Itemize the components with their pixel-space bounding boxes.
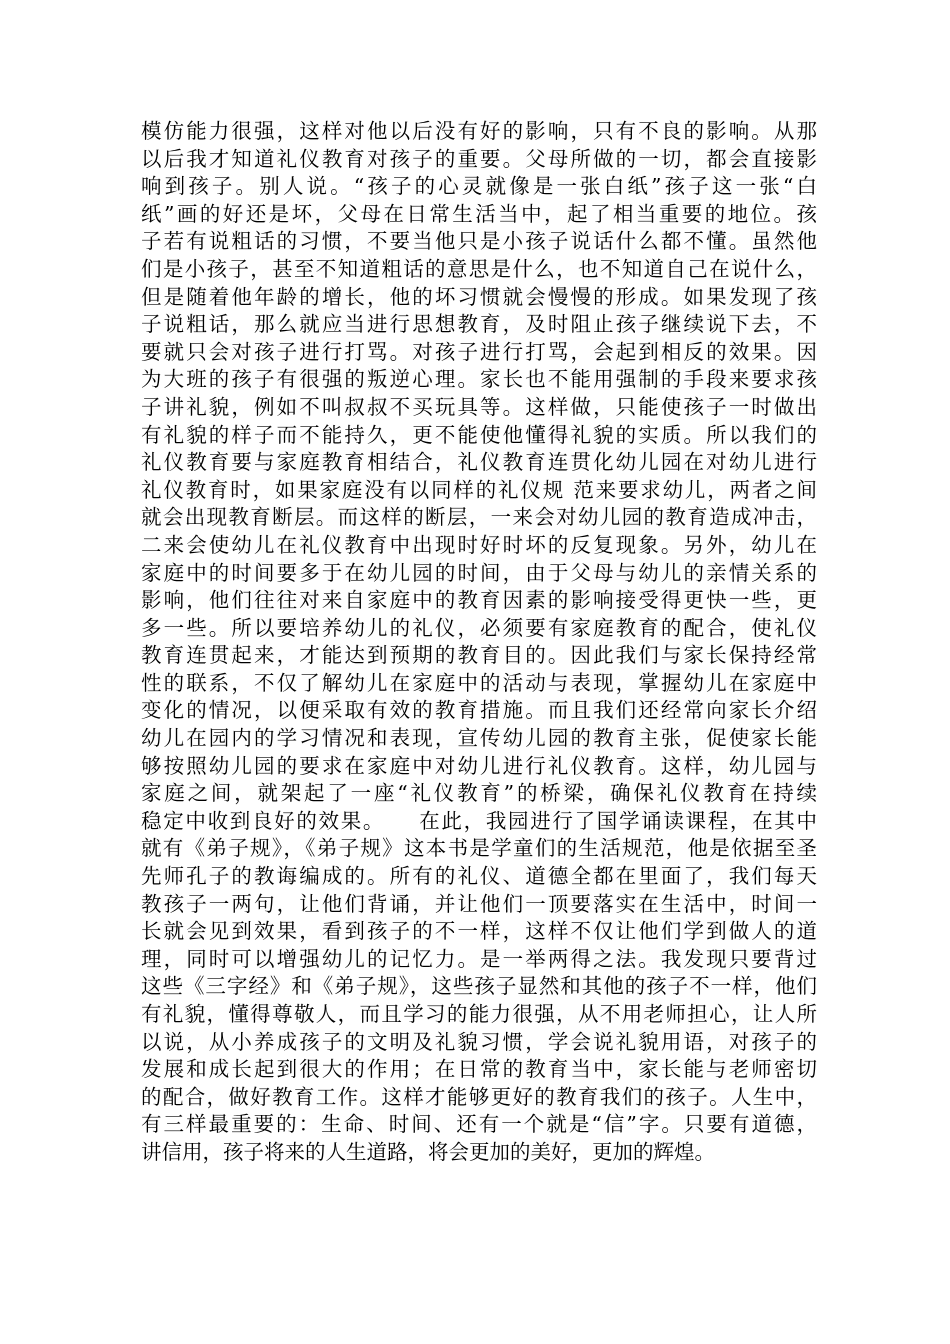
text-line: 模仿能力很强，这样对他以后没有好的影响，只有不良的影响。从那	[141, 119, 817, 143]
text-line: 变化的情况，以便采取有效的教育措施。而且我们还经常向家长介绍	[141, 698, 817, 723]
text-line: 先师孔子的教诲编成的。所有的礼仪、道德全都在里面了，我们每天	[141, 864, 817, 889]
text-line: 教育连贯起来，才能达到预期的教育目的。因此我们与家长保持经常	[141, 643, 817, 668]
text-line: 子若有说粗话的习惯，不要当他只是小孩子说话什么都不懂。虽然他	[141, 229, 817, 254]
text-line: 教孩子一两句，让他们背诵，并让他们一顶要落实在生活中，时间一	[141, 891, 817, 916]
text-line: 家庭中的时间要多于在幼儿园的时间，由于父母与幼儿的亲情关系的	[141, 560, 817, 585]
text-line: 就会出现教育断层。而这样的断层，一来会对幼儿园的教育造成冲击，	[141, 505, 817, 530]
text-line: 理，同时可以增强幼儿的记忆力。是一举两得之法。我发现只要背过	[141, 946, 817, 971]
text-line: 够按照幼儿园的要求在家庭中对幼儿进行礼仪教育。这样，幼儿园与	[141, 753, 817, 778]
text-line: 长就会见到效果，看到孩子的不一样，这样不仅让他们学到做人的道	[141, 919, 817, 944]
text-line: 们是小孩子，甚至不知道粗话的意思是什么，也不知道自己在说什么，	[141, 256, 817, 281]
text-line: 要就只会对孩子进行打骂。对孩子进行打骂，会起到相反的效果。因	[141, 339, 817, 364]
text-line: 纸”画的好还是坏，父母在日常生活当中，起了相当重要的地位。孩	[141, 201, 817, 226]
text-line: 子说粗话，那么就应当进行思想教育，及时阻止孩子继续说下去，不	[141, 312, 817, 337]
text-line: 幼儿在园内的学习情况和表现，宣传幼儿园的教育主张，促使家长能	[141, 726, 817, 751]
text-line: 为大班的孩子有很强的叛逆心理。家长也不能用强制的手段来要求孩	[141, 367, 817, 392]
text-line: 就有《弟子规》，《弟子规》这本书是学童们的生活规范，他是依据至圣	[141, 836, 817, 861]
text-line: 家庭之间，就架起了一座“礼仪教育”的桥梁，确保礼仪教育在持续	[141, 781, 817, 806]
text-line: 影响，他们往往对来自家庭中的教育因素的影响接受得更快一些，更	[141, 588, 817, 613]
text-line: 子讲礼貌，例如不叫叔叔不买玩具等。这样做，只能使孩子一时做出	[141, 394, 817, 419]
text-line: 有礼貌的样子而不能持久，更不能使他懂得礼貌的实质。所以我们的	[141, 422, 817, 447]
text-line: 稳定中收到良好的效果。 在此，我园进行了国学诵读课程，在其中	[141, 808, 817, 833]
text-line: 性的联系，不仅了解幼儿在家庭中的活动与表现，掌握幼儿在家庭中	[141, 670, 817, 695]
body-text	[141, 118, 817, 1167]
text-line: 以后我才知道礼仪教育对孩子的重要。父母所做的一切，都会直接影	[141, 146, 817, 171]
text-line: 讲信用，孩子将来的人生道路，将会更加的美好，更加的辉煌。	[141, 1139, 715, 1164]
text-line: 二来会使幼儿在礼仪教育中出现时好时坏的反复现象。另外，幼儿在	[141, 532, 817, 557]
text-line: 响到孩子。别人说。“孩子的心灵就像是一张白纸”孩子这一张“白	[141, 174, 817, 199]
text-line: 但是随着他年龄的增长，他的坏习惯就会慢慢的形成。如果发现了孩	[141, 284, 817, 309]
text-line: 多一些。所以要培养幼儿的礼仪，必须要有家庭教育的配合，使礼仪	[141, 615, 817, 640]
text-line: 发展和成长起到很大的作用；在日常的教育当中，家长能与老师密切	[141, 1057, 817, 1082]
text-line: 有三样最重要的：生命、时间、还有一个就是“信”字。只要有道德，	[141, 1112, 817, 1137]
text-line: 以说，从小养成孩子的文明及礼貌习惯，学会说礼貌用语，对孩子的	[141, 1029, 817, 1054]
text-line: 礼仪教育时，如果家庭没有以同样的礼仪规 范来要求幼儿，两者之间	[141, 477, 817, 502]
text-line: 这些《三字经》和《弟子规》，这些孩子显然和其他的孩子不一样，他们	[141, 974, 817, 999]
text-line: 有礼貌，懂得尊敬人，而且学习的能力很强，从不用老师担心，让人所	[141, 1002, 817, 1026]
text-line: 的配合，做好教育工作。这样才能够更好的教育我们的孩子。人生中，	[141, 1084, 817, 1109]
text-line: 礼仪教育要与家庭教育相结合，礼仪教育连贯化幼儿园在对幼儿进行	[141, 450, 817, 475]
